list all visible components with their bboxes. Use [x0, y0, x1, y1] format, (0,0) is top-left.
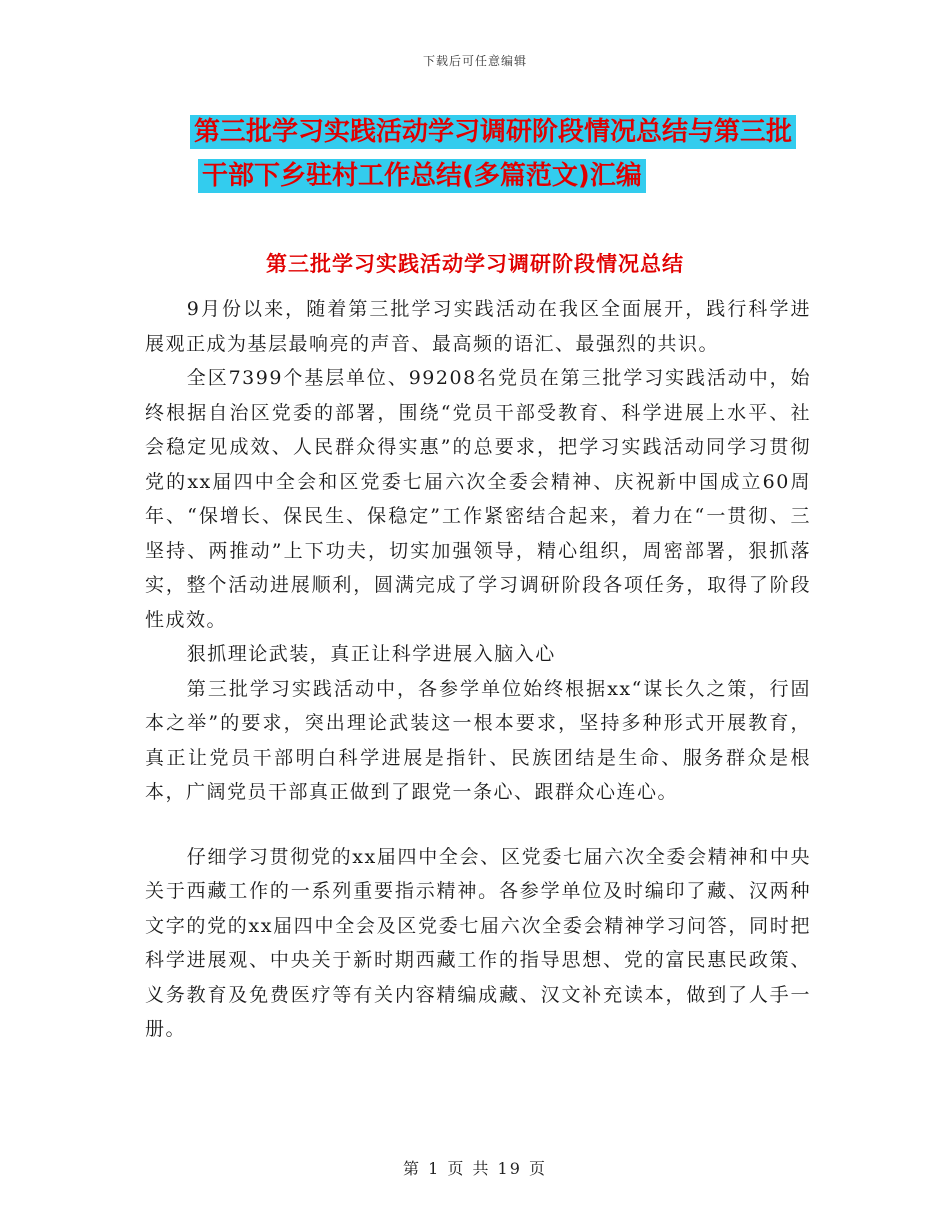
- paragraph: 第三批学习实践活动中，各参学单位始终根据xx“谋长久之策，行固本之举”的要求，突出理论武装这一根本要求，坚持多种形式开展教育，真正让党员干部明白科学进展是指针、民族团结是生命、服务群众是根本，广阔党员干部真正做到了跟党一条心、跟群众心连心。: [145, 677, 811, 803]
- paragraph: 9月份以来，随着第三批学习实践活动在我区全面展开，践行科学进展观正成为基层最响亮的声音、最高频的语汇、最强烈的共识。: [145, 298, 811, 355]
- paragraph: 全区7399个基层单位、99208名党员在第三批学习实践活动中，始终根据自治区党委的部署，围绕“党员干部受教育、科学进展上水平、社会稳定见成效、人民群众得实惠”的总要求，把学习实践活动同学习贯彻党的xx届四中全会和区党委七届六次全委会精神、庆祝新中国成立60周年、“保增长、保民生、保稳定”工作紧密结合起来，着力在“一贯彻、三坚持、两推动”上下功夫，切实加强领导，精心组织，周密部署，狠抓落实，整个活动进展顺利，圆满完成了学习调研阶段各项任务，取得了阶段性成效。: [145, 367, 811, 631]
- title-line-1: [190, 110, 820, 154]
- section-title: 第三批学习实践活动学习调研阶段情况总结: [266, 252, 684, 276]
- title-line-2-text: 干部下乡驻村工作总结(多篇范文)汇编: [198, 159, 646, 193]
- title-line-2: [198, 154, 820, 198]
- body-text: [145, 292, 811, 1047]
- header-note: 下载后可任意编辑: [422, 54, 527, 68]
- page-number: 第 1 页 共 19 页: [403, 1159, 547, 1178]
- title-line-1-text: 第三批学习实践活动学习调研阶段情况总结与第三批: [190, 115, 796, 149]
- paragraph-heading: 狠抓理论武装，真正让科学进展入脑入心: [186, 643, 556, 665]
- document-title: [190, 110, 820, 198]
- paragraph: 仔细学习贯彻党的xx届四中全会、区党委七届六次全委会精神和中央关于西藏工作的一系列重要指示精神。各参学单位及时编印了藏、汉两种文字的党的xx届四中全会及区党委七届六次全委会精神学习问答，同时把科学进展观、中央关于新时期西藏工作的指导思想、党的富民惠民政策、义务教育及免费医疗等有关内容精编成藏、汉文补充读本，做到了人手一册。: [145, 845, 811, 1040]
